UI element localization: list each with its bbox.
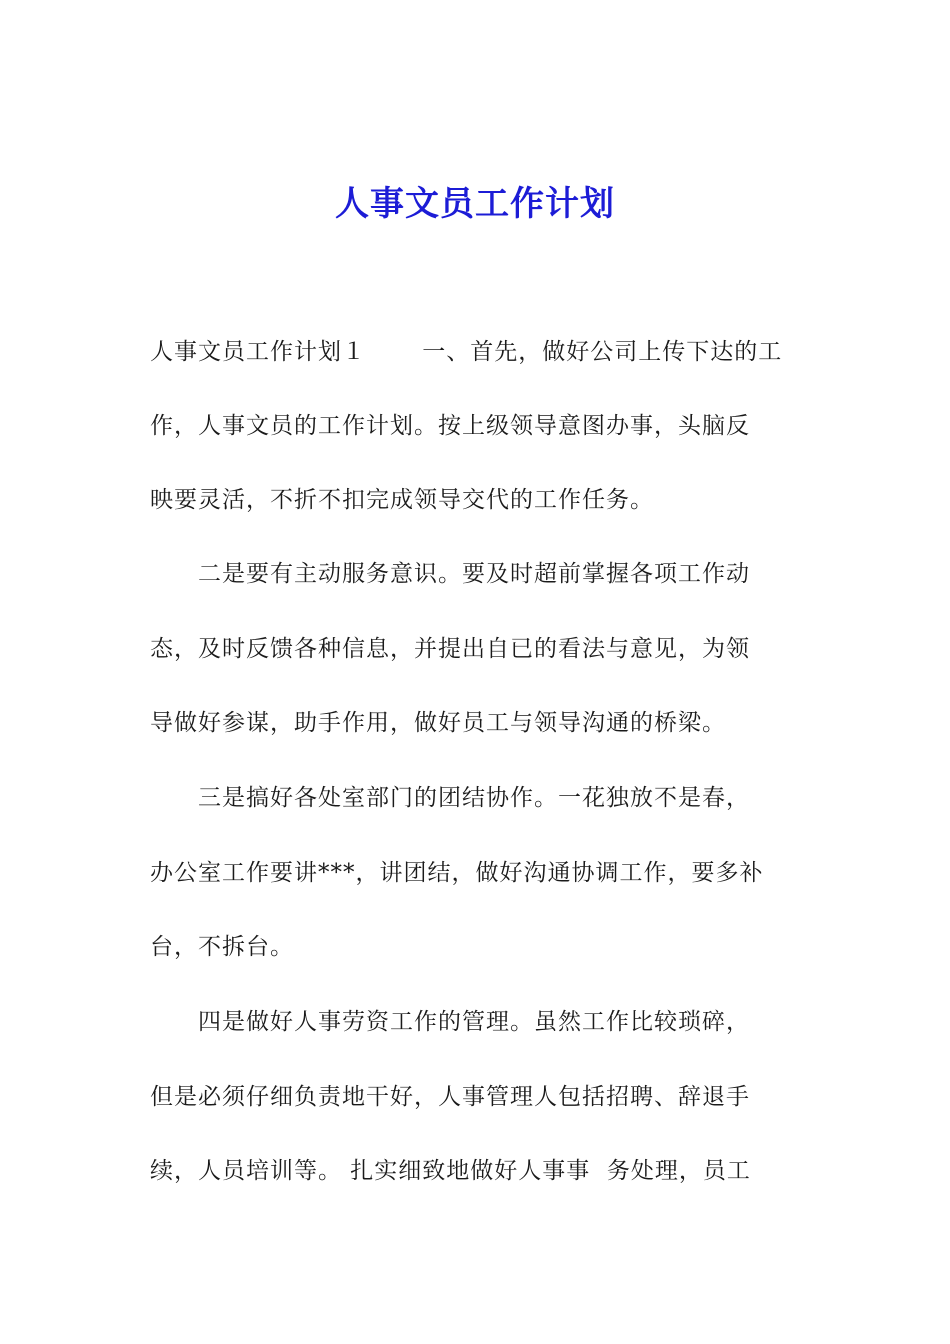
body-line: 态，及时反馈各种信息，并提出自已的看法与意见，为领 — [150, 636, 750, 662]
body-line: 二是要有主动服务意识。要及时超前掌握各项工作动 — [150, 561, 750, 587]
body-line: 作，人事文员的工作计划。按上级领导意图办事，头脑反 — [150, 413, 750, 439]
body-line: 四是做好人事劳资工作的管理。虽然工作比较琐碎， — [150, 1009, 750, 1035]
body-line: 台，不拆台。 — [150, 934, 294, 960]
body-line: 但是必须仔细负责地干好，人事管理人包括招聘、辞退手 — [150, 1084, 750, 1110]
body-line: 三是搞好各处室部门的团结协作。一花独放不是春， — [150, 785, 750, 811]
body-line: 续，人员培训等。 扎实细致地做好人事事 务处理，员工 — [150, 1158, 751, 1184]
body-line: 办公室工作要讲***，讲团结，做好沟通协调工作，要多补 — [150, 860, 764, 886]
body-line: 导做好参谋，助手作用，做好员工与领导沟通的桥梁。 — [150, 710, 726, 736]
body-line: 映要灵活，不折不扣完成领导交代的工作任务。 — [150, 487, 654, 513]
body-line: 人事文员工作计划１ 一、首先，做好公司上传下达的工 — [150, 339, 783, 365]
document-title: 人事文员工作计划 — [335, 184, 615, 224]
